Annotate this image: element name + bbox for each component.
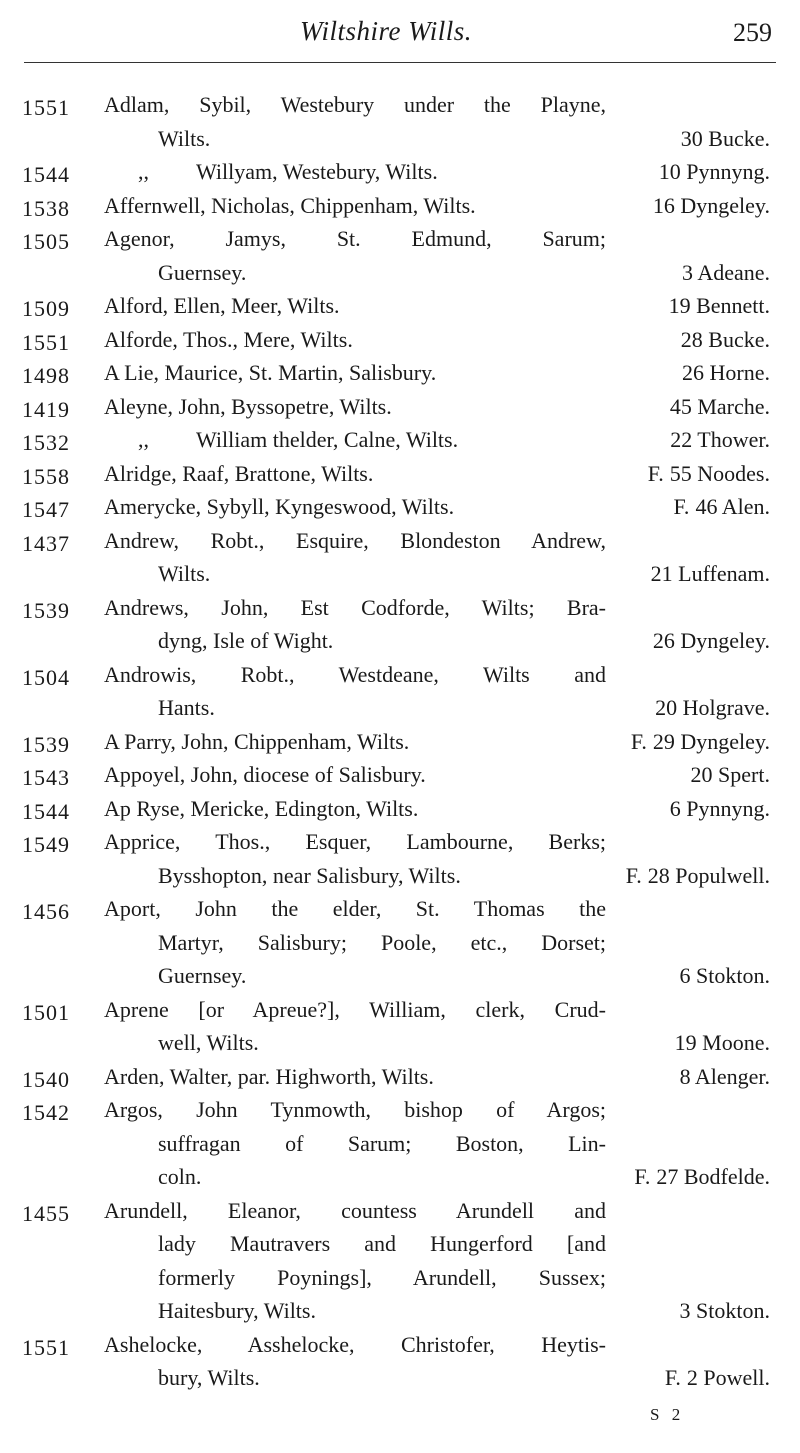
entry-line bbox=[0, 524, 800, 558]
entry-line bbox=[0, 155, 800, 189]
entry-line bbox=[0, 88, 800, 122]
entry-line bbox=[0, 1294, 800, 1328]
register-reference bbox=[681, 323, 770, 357]
will-entry bbox=[0, 725, 800, 759]
entry-year: 1539 bbox=[22, 597, 70, 623]
entry-line bbox=[0, 691, 800, 725]
entry-year: 1456 bbox=[22, 899, 70, 924]
entry-year: 1509 bbox=[22, 296, 70, 321]
entry-line bbox=[0, 1026, 800, 1060]
entry-text: Affernwell, Nicholas, Chippenham, Wilts. bbox=[104, 192, 476, 218]
register-reference bbox=[659, 155, 770, 189]
entry-text: lady Mautravers and Hungerford [and bbox=[158, 1231, 606, 1256]
register-name: 2 Powell. bbox=[686, 1365, 770, 1390]
entry-line bbox=[0, 725, 800, 759]
register-name: 55 Noodes. bbox=[669, 460, 770, 486]
will-entry bbox=[0, 591, 800, 658]
register-name: 19 Bennett. bbox=[668, 293, 770, 318]
entry-text: Appoyel, John, diocese of Salisbury. bbox=[104, 762, 426, 787]
entry-text: Adlam, Sybil, Westebury under the Playne, bbox=[104, 92, 606, 117]
folio-mark: F. bbox=[634, 1164, 651, 1189]
register-name: 10 Pynnyng. bbox=[658, 159, 770, 184]
register-reference bbox=[669, 289, 770, 323]
entry-text-content: William thelder, Calne, Wilts. bbox=[196, 427, 459, 452]
register-reference bbox=[682, 256, 770, 290]
register-reference bbox=[675, 1026, 770, 1060]
entry-text: Aprene [or Apreue?], William, clerk, Crud- bbox=[104, 996, 606, 1022]
register-name: 21 Luffenam. bbox=[650, 561, 770, 586]
entry-year: 1540 bbox=[22, 1066, 70, 1092]
register-reference bbox=[670, 792, 770, 826]
entry-line bbox=[0, 323, 800, 357]
register-reference bbox=[680, 1060, 770, 1094]
register-name: 3 Stokton. bbox=[679, 1298, 770, 1323]
entry-line bbox=[0, 1060, 800, 1094]
will-entry bbox=[0, 658, 800, 725]
entry-year: 1542 bbox=[22, 1100, 70, 1125]
will-entry bbox=[0, 88, 800, 155]
folio-mark: F. bbox=[673, 494, 690, 519]
header-rule bbox=[24, 62, 776, 63]
entry-text: well, Wilts. bbox=[158, 1030, 259, 1055]
register-reference bbox=[651, 557, 770, 591]
entry-text: Alford, Ellen, Meer, Wilts. bbox=[104, 293, 340, 318]
entry-line bbox=[0, 289, 800, 323]
register-reference bbox=[653, 189, 770, 223]
register-reference bbox=[631, 725, 770, 759]
will-entry bbox=[0, 222, 800, 289]
will-entry bbox=[0, 356, 800, 390]
will-entry bbox=[0, 155, 800, 189]
register-reference bbox=[653, 624, 770, 658]
ditto-mark: ,, bbox=[138, 159, 149, 184]
entry-year: 1498 bbox=[22, 363, 70, 388]
entry-year: 1543 bbox=[22, 765, 70, 790]
entry-text: Andrews, John, Est Codforde, Wilts; Bra- bbox=[104, 594, 606, 620]
entry-text bbox=[104, 423, 606, 457]
entry-line bbox=[0, 591, 800, 625]
entry-text: Aleyne, John, Byssopetre, Wilts. bbox=[104, 393, 392, 419]
entry-text: Wilts. bbox=[158, 125, 211, 151]
entry-line bbox=[0, 1194, 800, 1228]
entry-text: Argos, John Tynmowth, bishop of Argos; bbox=[104, 1097, 606, 1122]
entry-line bbox=[0, 1328, 800, 1362]
entry-year: 1437 bbox=[22, 530, 70, 556]
register-reference bbox=[682, 356, 770, 390]
register-reference bbox=[634, 1160, 770, 1194]
will-entry bbox=[0, 289, 800, 323]
entry-line bbox=[0, 825, 800, 859]
will-entry bbox=[0, 1060, 800, 1094]
register-name: 27 Bodfelde. bbox=[656, 1164, 770, 1189]
entry-text: Ashelocke, Asshelocke, Christofer, Heytis- bbox=[104, 1331, 606, 1357]
register-name: 8 Alenger. bbox=[679, 1063, 770, 1089]
entry-line bbox=[0, 959, 800, 993]
entry-line bbox=[0, 356, 800, 390]
register-reference bbox=[680, 1294, 770, 1328]
entry-line bbox=[0, 390, 800, 424]
will-entry bbox=[0, 1093, 800, 1194]
entry-text: Arden, Walter, par. Highworth, Wilts. bbox=[104, 1063, 434, 1089]
entry-year: 1544 bbox=[22, 162, 70, 187]
will-entry bbox=[0, 457, 800, 491]
entry-text: Guernsey. bbox=[158, 963, 247, 988]
entry-line bbox=[0, 892, 800, 926]
entry-year: 1501 bbox=[22, 999, 70, 1025]
register-reference bbox=[691, 758, 770, 792]
entry-line bbox=[0, 1227, 800, 1261]
register-reference bbox=[655, 691, 770, 725]
entry-year: 1538 bbox=[22, 195, 70, 221]
entry-text: Guernsey. bbox=[158, 259, 247, 285]
entry-line bbox=[0, 1093, 800, 1127]
folio-mark: F. bbox=[664, 1365, 681, 1390]
entry-text: formerly Poynings], Arundell, Sussex; bbox=[158, 1264, 606, 1290]
entry-line bbox=[0, 758, 800, 792]
register-reference bbox=[670, 390, 770, 424]
entry-line bbox=[0, 122, 800, 156]
register-name: 22 Thower. bbox=[670, 427, 770, 452]
register-reference bbox=[680, 959, 770, 993]
register-name: 6 Stokton. bbox=[679, 963, 770, 988]
will-entries-list bbox=[0, 88, 800, 1395]
entry-text: Ap Ryse, Mericke, Edington, Wilts. bbox=[104, 795, 419, 821]
will-entry bbox=[0, 189, 800, 223]
entry-text: Apprice, Thos., Esquer, Lambourne, Berks; bbox=[104, 829, 606, 854]
register-name: 20 Holgrave. bbox=[655, 695, 770, 720]
entry-text: Agenor, Jamys, St. Edmund, Sarum; bbox=[104, 226, 606, 251]
entry-line bbox=[0, 557, 800, 591]
entry-line bbox=[0, 490, 800, 524]
folio-mark: F. bbox=[625, 862, 642, 888]
entry-line bbox=[0, 859, 800, 893]
entry-year: 1544 bbox=[22, 798, 70, 824]
entry-text: Haitesbury, Wilts. bbox=[158, 1298, 316, 1323]
entry-text: A Parry, John, Chippenham, Wilts. bbox=[104, 728, 410, 754]
entry-year: 1549 bbox=[22, 832, 70, 857]
register-name: 20 Spert. bbox=[690, 762, 770, 787]
entry-text: Alridge, Raaf, Brattone, Wilts. bbox=[104, 460, 374, 486]
entry-text: dyng, Isle of Wight. bbox=[158, 628, 334, 653]
entry-text: suffragan of Sarum; Boston, Lin- bbox=[158, 1130, 606, 1156]
entry-line bbox=[0, 423, 800, 457]
will-entry bbox=[0, 524, 800, 591]
register-name: 16 Dyngeley. bbox=[652, 192, 770, 218]
will-entry bbox=[0, 1328, 800, 1395]
entry-line bbox=[0, 792, 800, 826]
register-name: 28 Bucke. bbox=[680, 326, 770, 352]
will-entry bbox=[0, 390, 800, 424]
entry-text: Aport, John the elder, St. Thomas the bbox=[104, 896, 606, 921]
register-reference bbox=[648, 457, 770, 491]
entry-line bbox=[0, 993, 800, 1027]
entry-line bbox=[0, 1127, 800, 1161]
page-header bbox=[0, 14, 800, 58]
entry-line bbox=[0, 189, 800, 223]
running-title: Wiltshire Wills. bbox=[300, 16, 473, 46]
will-entry bbox=[0, 993, 800, 1060]
will-entry bbox=[0, 1194, 800, 1328]
will-entry bbox=[0, 825, 800, 892]
entry-line bbox=[0, 624, 800, 658]
register-reference bbox=[681, 122, 770, 156]
register-reference bbox=[673, 490, 770, 524]
entry-year: 1547 bbox=[22, 497, 70, 522]
will-entry bbox=[0, 892, 800, 993]
entry-text: Hants. bbox=[158, 695, 215, 720]
register-name: 26 Dyngeley. bbox=[652, 628, 770, 653]
entry-line bbox=[0, 457, 800, 491]
page-number: 259 bbox=[733, 18, 772, 47]
will-entry bbox=[0, 758, 800, 792]
entry-text: Wilts. bbox=[158, 561, 211, 586]
entry-text: A Lie, Maurice, St. Martin, Salisbury. bbox=[104, 360, 437, 385]
entry-text: bury, Wilts. bbox=[158, 1365, 260, 1390]
entry-text: Andrew, Robt., Esquire, Blondeston Andrew, bbox=[104, 527, 606, 553]
register-name: 28 Populwell. bbox=[647, 862, 770, 888]
entry-text-content: Willyam, Westebury, Wilts. bbox=[196, 159, 438, 184]
entry-year: 1551 bbox=[22, 329, 70, 355]
ditto-mark: ,, bbox=[138, 427, 149, 452]
will-entry bbox=[0, 792, 800, 826]
will-entry bbox=[0, 423, 800, 457]
entry-text: Alforde, Thos., Mere, Wilts. bbox=[104, 326, 353, 352]
register-name: 3 Adeane. bbox=[682, 259, 770, 285]
entry-year: 1551 bbox=[22, 1334, 70, 1360]
signature-mark: S 2 bbox=[650, 1405, 685, 1424]
register-name: 30 Bucke. bbox=[680, 125, 770, 151]
folio-mark: F. bbox=[630, 728, 647, 754]
entry-line bbox=[0, 256, 800, 290]
entry-year: 1558 bbox=[22, 463, 70, 489]
entry-year: 1419 bbox=[22, 396, 70, 422]
entry-line bbox=[0, 1361, 800, 1395]
register-reference bbox=[670, 423, 770, 457]
entry-text: Bysshopton, near Salisbury, Wilts. bbox=[158, 862, 461, 888]
folio-mark: F. bbox=[647, 460, 664, 486]
register-name: 45 Marche. bbox=[669, 393, 770, 419]
register-name: 46 Alen. bbox=[695, 494, 770, 519]
entry-year: 1455 bbox=[22, 1200, 70, 1226]
entry-year: 1505 bbox=[22, 229, 70, 254]
entry-text bbox=[104, 155, 606, 189]
entry-text: coln. bbox=[158, 1164, 202, 1189]
entry-text: Arundell, Eleanor, countess Arundell and bbox=[104, 1197, 606, 1223]
entry-year: 1539 bbox=[22, 731, 70, 757]
entry-year: 1504 bbox=[22, 664, 70, 690]
register-name: 26 Horne. bbox=[682, 360, 770, 385]
will-entry bbox=[0, 490, 800, 524]
entry-year: 1532 bbox=[22, 430, 70, 455]
entry-line bbox=[0, 222, 800, 256]
register-name: 6 Pynnyng. bbox=[669, 795, 770, 821]
entry-line bbox=[0, 1261, 800, 1295]
entry-text: Martyr, Salisbury; Poole, etc., Dorset; bbox=[158, 929, 606, 955]
entry-line bbox=[0, 1160, 800, 1194]
register-name: 19 Moone. bbox=[674, 1030, 770, 1055]
register-reference bbox=[665, 1361, 770, 1395]
entry-text: Androwis, Robt., Westdeane, Wilts and bbox=[104, 661, 606, 687]
entry-year: 1551 bbox=[22, 95, 70, 120]
will-entry bbox=[0, 323, 800, 357]
entry-line bbox=[0, 926, 800, 960]
entry-line bbox=[0, 658, 800, 692]
entry-text: Amerycke, Sybyll, Kyngeswood, Wilts. bbox=[104, 494, 455, 519]
register-name: 29 Dyngeley. bbox=[652, 728, 770, 754]
register-reference bbox=[626, 859, 770, 893]
